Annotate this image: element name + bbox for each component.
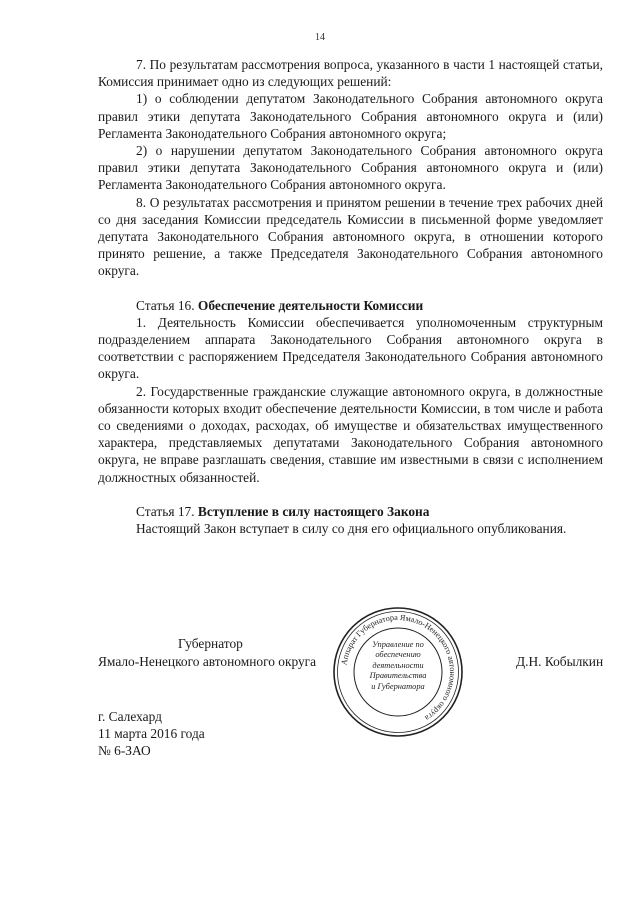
article-16-title: Обеспечение деятельности Комиссии xyxy=(197,297,424,313)
place-and-date xyxy=(98,708,205,760)
article-17-heading xyxy=(98,503,603,520)
official-stamp xyxy=(330,604,466,740)
governor-region: Ямало-Ненецкого автономного округа xyxy=(98,654,317,669)
governor-name: Д.Н. Кобылкин xyxy=(516,654,604,669)
page-number: 14 xyxy=(315,32,325,43)
article-17-prefix: Статья 17. xyxy=(136,503,198,519)
law-date: 11 марта 2016 года xyxy=(98,726,205,742)
stamp-inner-text xyxy=(360,640,436,692)
article-16-paragraph-2: 2. Государственные гражданские служащие автономного округа, в должностные обязанности которых входит обеспечение деятельности Комиссии, в том числе и работа со сведениями о доходах, расходах, об имуществе и обязательствах имущественного характера, представляемых депутатами Законодательного Собрания автономного округа, не вправе разглашать сведения, ставшие им известными в связи с исполнением должностных обязанностей. xyxy=(98,383,603,485)
stamp-ring-text: Аппарат Губернатора Ямало-Ненецкого автономного округа xyxy=(339,612,458,723)
article-16-prefix: Статья 16. xyxy=(136,297,198,313)
governor-title: Губернатор xyxy=(178,636,243,651)
paragraph-7: 7. По результатам рассмотрения вопроса, указанного в части 1 настоящей статьи, Комиссия принимает одно из следующих решений: xyxy=(98,57,603,90)
stamp-line: и Губернатора xyxy=(371,681,425,691)
city: г. Салехард xyxy=(98,709,162,724)
stamp-line: деятельности xyxy=(372,660,424,670)
paragraph-7-item-2: 2) о нарушении депутатом Законодательного Собрания автономного округа правил этики депутата Законодательного Собрания автономного округа и (или) Регламента Законодательного Собрания автономного округа. xyxy=(98,143,603,193)
article-17-paragraph-1: Настоящий Закон вступает в силу со дня его официального опубликования. xyxy=(136,521,567,537)
paragraph-8: 8. О результатах рассмотрения и принятом решении в течение трех рабочих дней со дня заседания Комиссии председатель Комиссии в письменной форме уведомляет депутата Законодательного Собрания автономного округа, в отношении которого принято решение, а также Председателя Законодательного Собрания автономного округа. xyxy=(98,194,603,279)
article-17-title: Вступление в силу настоящего Закона xyxy=(197,503,430,519)
document-body xyxy=(98,56,603,537)
article-16-heading xyxy=(98,297,603,314)
paragraph-7-item-1: 1) о соблюдении депутатом Законодательного Собрания автономного округа правил этики депутата Законодательного Собрания автономного округа и (или) Регламента Законодательного Собрания автономного округа; xyxy=(98,91,603,141)
stamp-line: обеспечению xyxy=(375,650,421,660)
stamp-line: Управление по xyxy=(372,640,424,649)
article-16-paragraph-1: 1. Деятельность Комиссии обеспечивается уполномоченным структурным подразделением аппарата Законодательного Собрания автономного округа в соответствии с распоряжением Председателя Законодательного Собрания автономного округа. xyxy=(98,314,603,382)
law-number: № 6-ЗАО xyxy=(98,743,151,759)
stamp-line: Правительства xyxy=(369,671,427,681)
